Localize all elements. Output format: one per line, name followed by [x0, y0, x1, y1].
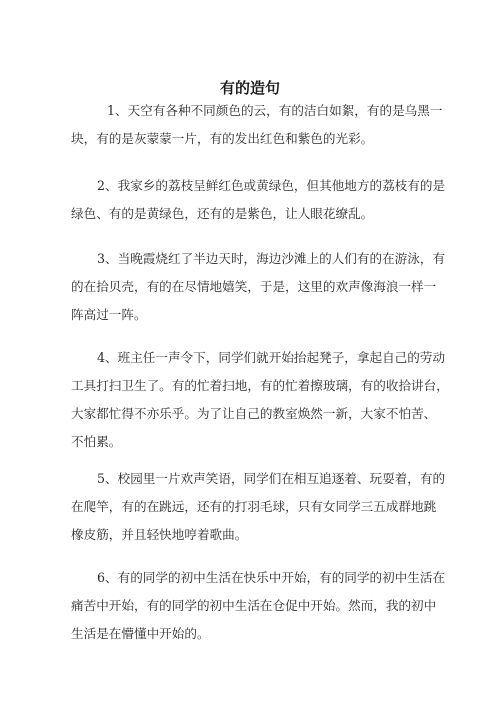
paragraph-line: 1、天空有各种不同颜色的云，有的洁白如絮，有的是乌黑一	[107, 103, 443, 118]
paragraph-line: 大家都忙得不亦乐乎。为了让自己的教室焕然一新，大家不怕苦、	[71, 406, 437, 421]
paragraph-4	[71, 344, 449, 456]
paragraph-line: 橡皮筋，并且轻快地哼着歌曲。	[71, 527, 248, 542]
paragraph-line: 不怕累。	[71, 434, 122, 449]
paragraph-line: 3、当晚霞烧红了半边天时，海边沙滩上的人们有的在游泳，有	[97, 251, 446, 266]
paragraph-line: 绿色、有的是黄绿色，还有的是紫色，让人眼花缭乱。	[71, 206, 374, 221]
paragraph-1	[71, 97, 443, 153]
paragraph-line: 4、班主任一声令下，同学们就开始抬起凳子，拿起自己的劳动	[97, 350, 446, 365]
paragraph-line: 阵高过一阵。	[71, 307, 147, 322]
document-title: 有的造句	[219, 79, 280, 97]
paragraph-line: 6、有的同学的初中生活在快乐中开始，有的同学的初中生活在	[97, 570, 446, 585]
paragraph-line: 工具打扫卫生了。有的忙着扫地，有的忙着擦玻璃，有的收拾讲台，	[71, 378, 449, 393]
paragraph-2	[71, 172, 446, 228]
paragraph-line: 2、我家乡的荔枝呈鲜红色或黄绿色，但其他地方的荔枝有的是	[97, 178, 446, 193]
paragraph-line: 在爬竿，有的在跳远，还有的打羽毛球，只有女同学三五成群地跳	[71, 499, 437, 514]
paragraph-line: 的在拾贝壳，有的在尽情地嬉笑，于是，这里的欢声像海浪一样一	[71, 279, 437, 294]
paragraph-line: 块，有的是灰蒙蒙一片，有的发出红色和紫色的光彩。	[71, 131, 374, 146]
paragraph-3	[71, 245, 446, 329]
paragraph-line: 5、校园里一片欢声笑语，同学们在相互追逐着、玩耍着，有的	[97, 471, 446, 486]
paragraph-6	[71, 564, 446, 648]
paragraph-line: 痛苦中开始，有的同学的初中生活在仓促中开始。然而，我的初中	[71, 598, 437, 613]
paragraph-5	[71, 465, 446, 549]
paragraph-line: 生活是在懵懂中开始的。	[71, 626, 210, 641]
